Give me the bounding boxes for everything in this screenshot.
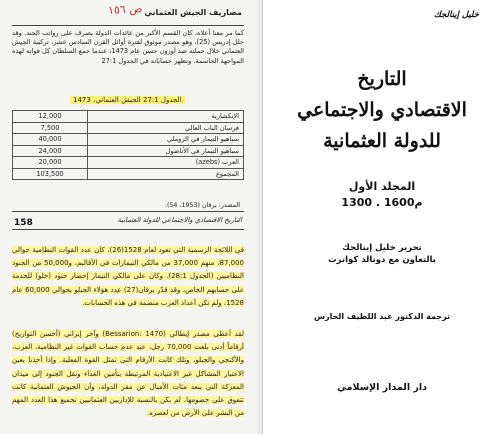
page-divider [12, 211, 244, 212]
table-cell-value: 7,500 [13, 122, 88, 134]
table-row [13, 122, 244, 134]
editor-line: تحرير خليل إينالجك [342, 243, 422, 253]
title-line: للدولة العثمانية [323, 130, 441, 152]
title-line: الاقتصادي والاجتماعي [297, 99, 467, 121]
author-name: خليل إينالجك [433, 10, 479, 20]
table-cell-value: 103,500 [13, 168, 88, 180]
table-cell-value: 40,000 [13, 134, 88, 146]
publisher-name: دار المدار الإسلامي [337, 382, 427, 393]
table-cell-label: العزب (azebs) [88, 157, 244, 169]
editor-credit [263, 242, 500, 266]
years-range: 1300 . 1600م [341, 196, 423, 209]
table-row [13, 145, 244, 157]
book-title [263, 64, 500, 157]
title-page [262, 0, 500, 434]
header-rule [12, 229, 244, 230]
table-row [13, 168, 244, 180]
table-cell-value: 24,000 [13, 145, 88, 157]
highlighted-paragraph [12, 328, 244, 420]
translator-credit: ترجمة الدكتور عبد اللطيف الحارس [313, 312, 451, 321]
table-cell-value: 20,000 [13, 157, 88, 169]
handwritten-page-note: ص ١٥٦ [107, 2, 143, 17]
army-table [12, 110, 244, 180]
intro-paragraph: كما مر معنا أعلاه، كان القسم الأكبر من عائدات الدولة يصرف على رواتب الجند. وقد حلل إدريس (25)، وهو مصدر موثوق لفترة أوائل القرن السادس عشر، تركيبة الجيش العثماني خلال حملته ضد أوزون حسن عام 1473، عندما جمع السلطان كل قواته لهذه المواجهة الحاسمة. وتظهر حساباته في الجدول 27:1 [12, 29, 244, 65]
table-row [13, 157, 244, 169]
table-cell-label: سباهيو التيمار في الأناضول [88, 145, 244, 157]
volume-label: المجلد الأول [348, 180, 416, 193]
table-cell-label: المجموع [88, 168, 244, 180]
table-cell-label: فرسان الباب العالي [88, 122, 244, 134]
table-row [13, 134, 244, 146]
page-number: 158 [14, 218, 33, 228]
table-cell-label: سباهيو التيمار في الروملي [88, 134, 244, 146]
table-cell-label: الإنكشارية [88, 111, 244, 123]
highlighted-paragraph [12, 244, 244, 310]
table-cell-value: 12,000 [13, 111, 88, 123]
top-rule [12, 25, 244, 26]
table-title: الجدول 27:1 الجيش العثماني، 1473 [70, 96, 185, 104]
title-line: التاريخ [357, 68, 407, 90]
editor-line: بالتعاون مع دونالد كواترت [328, 255, 436, 265]
highlighted-text: في اللائحة الرسمية التي تعود لعام 1528(26)، كان عدد القوات النظامية حوالي 87,000، منهم 37,000 من مالكي التيمارات في الأقاليم، و50,000 من الجنود النظاميين (الجدول 28:1). وكان على مالكي التيمار إحضار جنود (جلو) للخدمة على حسابهم الخاص، وقد قدّر برقان(27) عدد هؤلاء الجبلو بحوالي 60,000 عام 1528، ولم تكن أعداد العزب منضمة في هذه الحسابات. [12, 246, 244, 307]
table-row [13, 111, 244, 123]
section-title: مصاريف الجيش العثماني [144, 8, 242, 17]
running-header: التاريخ الاقتصادي والاجتماعي للدولة العثمانية [117, 216, 242, 224]
table-source: المصدر: برقان (1953، 54). [164, 202, 240, 209]
highlighted-text: لقد أعطى مصدر إيطالي (Bessarion: 1470) وآخر إيراني (أحسن التواريخ) أرقاماً أدنى بلغت 70,000 رجل، عند عدم حساب القوات غير النظامية، العزب، والأكنجي والجبلو، وتلك كانت الأرقام التي تمثل القوة الفعلية. وإذا أخذنا بعين الاعتبار المشاكل غير الاعتيادية المرتبطة بتأمين الغذاء ونقل الجنود إلى ميدان المعركة التي يبعد مئات الأميال عن مقر الدولة، وأن الجيوش العثمانية كانت تتفوق على خصومها، لم يكن بالنسبة للإداريين العثمانيين تجميع هذا العدد المهم من البشر على الأرض من لعصره. [12, 330, 244, 418]
